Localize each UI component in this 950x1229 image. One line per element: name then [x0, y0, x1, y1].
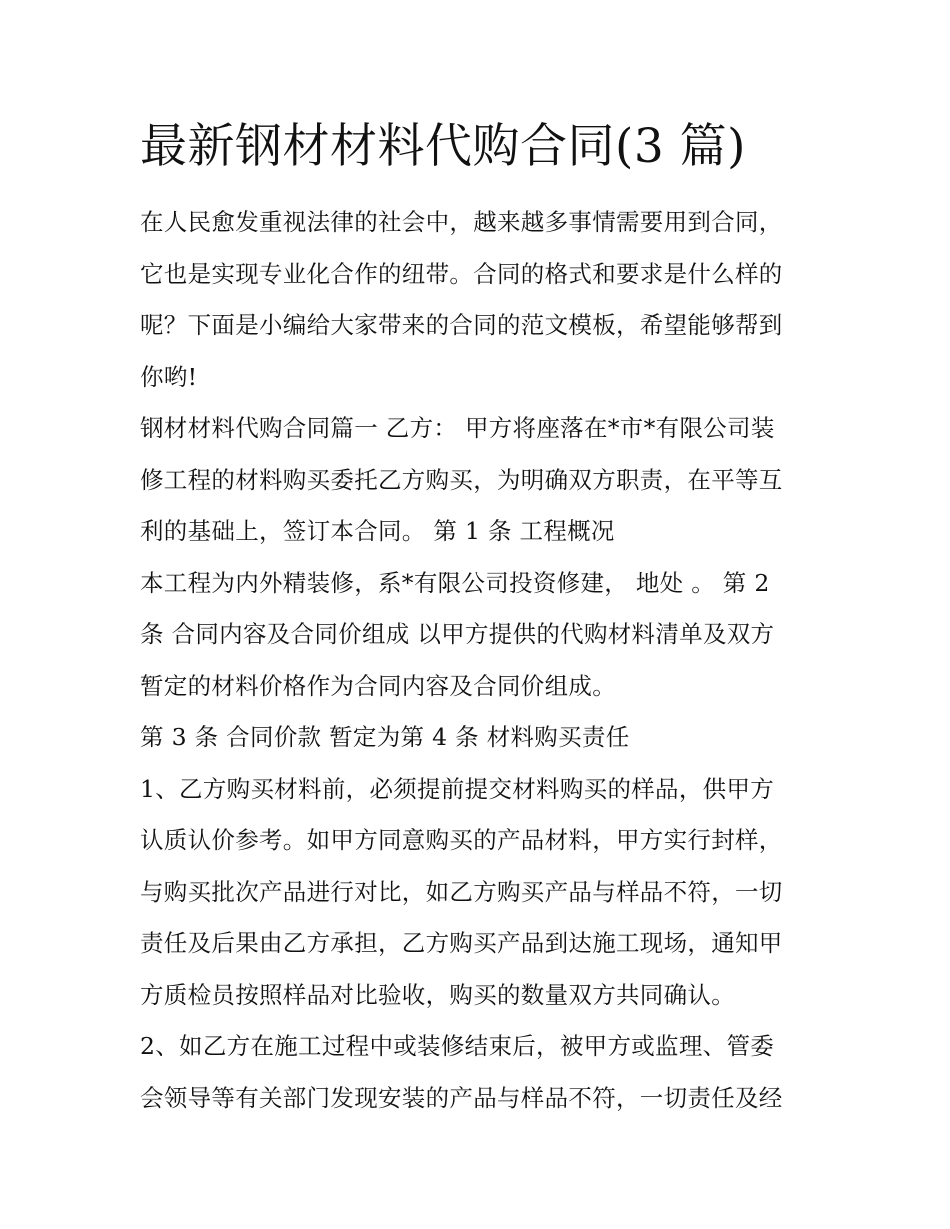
paragraph-line: 方质检员按照样品对比验收，购买的数量双方共同确认。	[140, 980, 735, 1009]
paragraph-line: 它也是实现专业化合作的纽带。合同的格式和要求是什么样的	[140, 259, 783, 288]
paragraph-line: 修工程的材料购买委托乙方购买，为明确双方职责，在平等互	[140, 465, 783, 494]
paragraph-line: 责任及后果由乙方承担，乙方购买产品到达施工现场，通知甲	[140, 929, 783, 957]
paragraph	[140, 712, 820, 764]
paragraph-line: 认质认价参考。如甲方同意购买的产品材料，甲方实行封样，	[140, 826, 783, 854]
paragraph	[140, 403, 820, 558]
document-title: 最新钢材材料代购合同(3 篇)	[140, 119, 747, 174]
paragraph	[140, 558, 820, 713]
paragraph-line: 钢材材料代购合同篇一 乙方： 甲方将座落在*市*有限公司装	[140, 414, 775, 442]
paragraph-line: 呢？下面是小编给大家带来的合同的范文模板，希望能够帮到	[140, 311, 783, 339]
paragraph	[140, 197, 820, 403]
paragraph-line: 在人民愈发重视法律的社会中，越来越多事情需要用到合同，	[140, 208, 783, 236]
document-body	[140, 197, 820, 1124]
paragraph-line: 本工程为内外精装修，系*有限公司投资修建， 地处 。 第 2	[140, 568, 770, 597]
paragraph	[140, 764, 820, 1022]
paragraph-line: 第 3 条 合同价款 暂定为第 4 条 材料购买责任	[140, 723, 630, 751]
paragraph-line: 条 合同内容及合同价组成 以甲方提供的代购材料清单及双方	[140, 620, 775, 648]
paragraph-line: 与购买批次产品进行对比，如乙方购买产品与样品不符，一切	[140, 877, 783, 906]
paragraph-line: 你哟!	[140, 362, 198, 391]
paragraph-line: 2、如乙方在施工过程中或装修结束后，被甲方或监理、管委	[140, 1032, 775, 1060]
paragraph	[140, 1021, 820, 1124]
paragraph-line: 利的基础上，签订本合同。 第 1 条 工程概况	[140, 517, 615, 545]
paragraph-line: 暂定的材料价格作为合同内容及合同价组成。	[140, 671, 616, 700]
paragraph-line: 1、乙方购买材料前，必须提前提交材料购买的样品，供甲方	[140, 774, 775, 803]
paragraph-line: 会领导等有关部门发现安装的产品与样品不符，一切责任及经	[140, 1083, 783, 1112]
